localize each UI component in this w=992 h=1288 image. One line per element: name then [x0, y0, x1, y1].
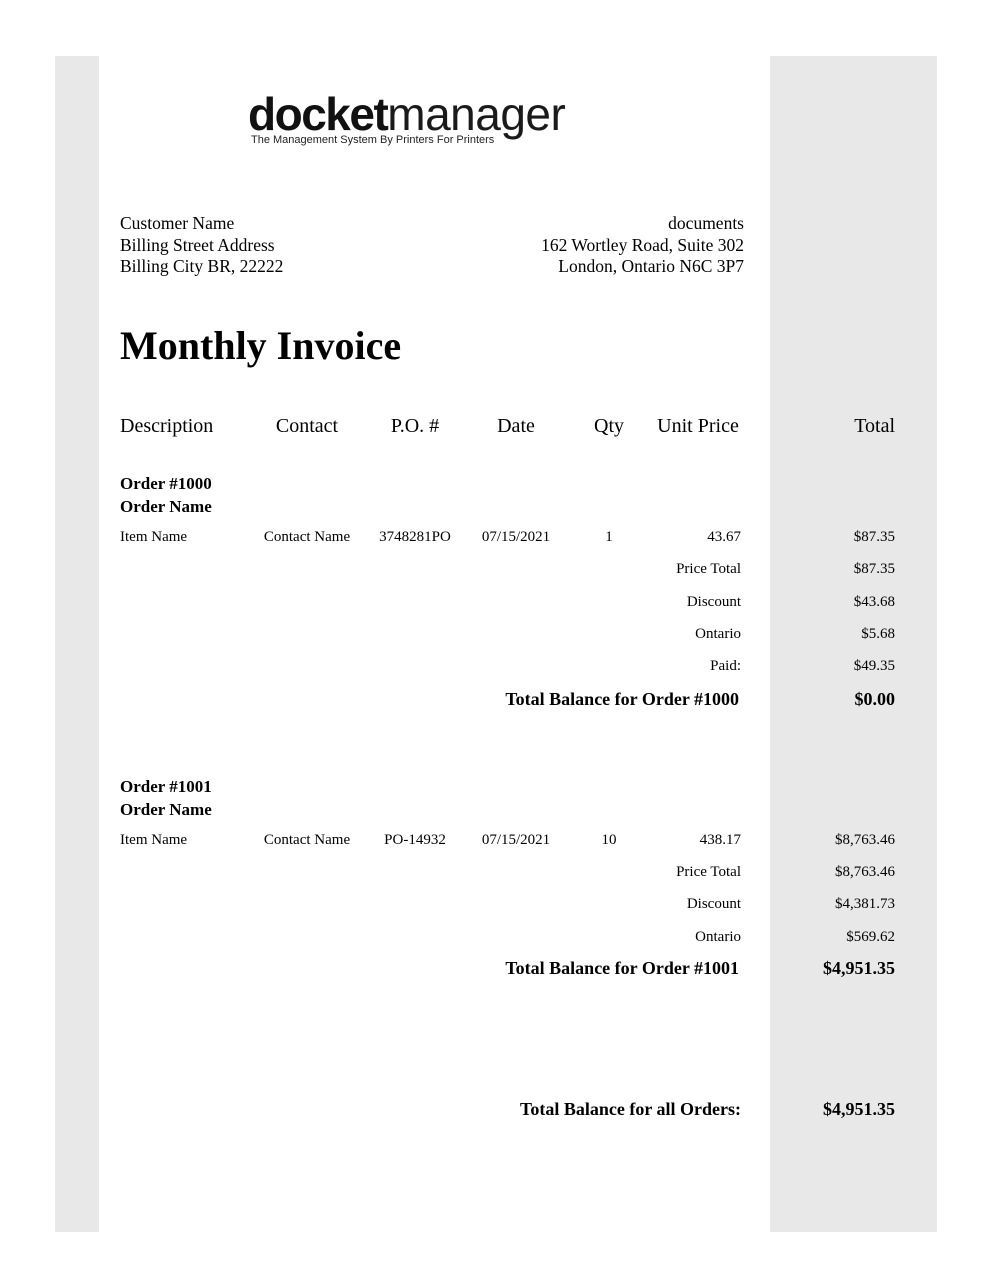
order-name: Order Name — [120, 800, 212, 819]
summary-label-paid: Paid: — [710, 658, 741, 674]
company-name: documents — [668, 213, 744, 233]
item-description: Item Name — [120, 832, 188, 848]
col-header-total: Total — [854, 415, 895, 437]
item-contact: Contact Name — [263, 832, 351, 848]
item-unit-price: 438.17 — [699, 832, 741, 848]
summary-value-paid: $49.35 — [853, 658, 895, 674]
logo-wordmark: docketmanager — [248, 88, 566, 140]
order-balance-value: $0.00 — [854, 689, 895, 709]
item-unit-price: 43.67 — [707, 529, 741, 545]
item-description: Item Name — [120, 529, 188, 545]
company-city: London, Ontario N6C 3P7 — [558, 256, 744, 276]
summary-label-tax: Ontario — [695, 929, 741, 945]
page-title: Monthly Invoice — [120, 323, 402, 368]
col-header-qty: Qty — [594, 415, 624, 437]
item-date: 07/15/2021 — [481, 832, 551, 848]
customer-name: Customer Name — [120, 213, 235, 233]
customer-city: Billing City BR, 22222 — [120, 256, 284, 276]
item-po: 3748281PO — [379, 529, 451, 545]
order-number: Order #1001 — [120, 777, 212, 796]
col-header-po: P.O. # — [390, 415, 440, 437]
item-total: $87.35 — [853, 529, 895, 545]
summary-label-discount: Discount — [686, 896, 741, 912]
col-header-description: Description — [120, 415, 214, 437]
item-date: 07/15/2021 — [481, 529, 551, 545]
company-address — [541, 213, 744, 278]
grand-total-value: $4,951.35 — [823, 1099, 895, 1119]
grand-total-label: Total Balance for all Orders: — [520, 1099, 741, 1119]
left-margin-band — [55, 56, 99, 1232]
company-street: 162 Wortley Road, Suite 302 — [541, 234, 744, 255]
summary-value-discount: $4,381.73 — [835, 896, 895, 912]
order-balance-value: $4,951.35 — [823, 958, 895, 978]
logo-tagline: The Management System By Printers For Printers — [251, 134, 495, 146]
summary-label-tax: Ontario — [695, 626, 741, 642]
summary-value-tax: $5.68 — [861, 626, 895, 642]
order-balance-label: Total Balance for Order #1001 — [505, 958, 739, 978]
item-total: $8,763.46 — [835, 832, 895, 848]
summary-value-tax: $569.62 — [846, 929, 895, 945]
col-header-contact: Contact — [275, 415, 339, 437]
item-qty: 10 — [601, 832, 617, 848]
summary-label-price-total: Price Total — [676, 864, 741, 880]
item-po: PO-14932 — [384, 832, 446, 848]
order-balance-label: Total Balance for Order #1000 — [505, 689, 739, 709]
order-block-header — [120, 472, 212, 518]
summary-value-discount: $43.68 — [853, 594, 895, 610]
customer-address — [120, 213, 283, 278]
summary-label-discount: Discount — [686, 594, 741, 610]
total-column-band — [770, 56, 937, 1232]
customer-street: Billing Street Address — [120, 234, 275, 255]
order-block-header — [120, 775, 212, 821]
item-qty: 1 — [605, 529, 613, 545]
col-header-unit-price: Unit Price — [657, 415, 739, 437]
col-header-date: Date — [497, 415, 535, 437]
order-name: Order Name — [120, 497, 212, 516]
order-number: Order #1000 — [120, 474, 212, 493]
docketmanager-logo — [248, 88, 628, 154]
summary-value-price-total: $8,763.46 — [835, 864, 895, 880]
item-contact: Contact Name — [263, 529, 351, 545]
summary-value-price-total: $87.35 — [853, 561, 895, 577]
summary-label-price-total: Price Total — [676, 561, 741, 577]
